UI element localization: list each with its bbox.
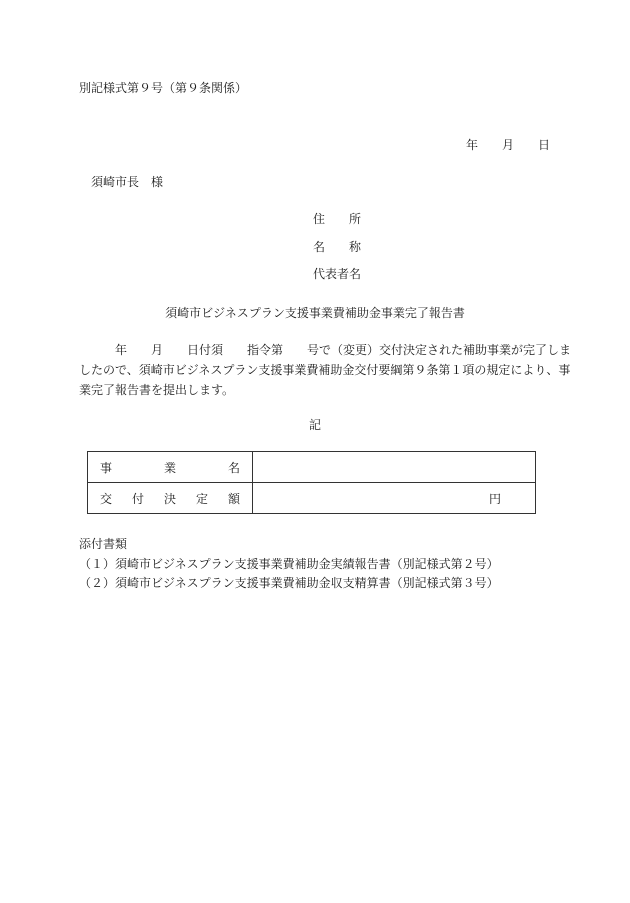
attachments-heading: 添付書類 bbox=[79, 537, 128, 551]
body-line: 年 月 日付須 指令第 号で（変更）交付決定された補助事業が完了しま bbox=[79, 343, 572, 357]
applicant-address-label: 住 所 bbox=[313, 212, 362, 226]
applicant-name-label: 名 称 bbox=[313, 240, 362, 254]
document-title: 須崎市ビジネスプラン支援事業費補助金事業完了報告書 bbox=[165, 306, 465, 320]
date-month-label: 月 bbox=[501, 138, 514, 152]
date-year-label: 年 bbox=[465, 138, 478, 152]
grant-amount-value: 円 bbox=[253, 483, 536, 514]
form-reference: 別記様式第９号（第９条関係） bbox=[79, 81, 248, 95]
summary-table bbox=[87, 451, 536, 514]
body-line: したので、須崎市ビジネスプラン支援事業費補助金交付要綱第９条第１項の規定により、事 bbox=[79, 363, 571, 377]
attachment-item: （２）須崎市ビジネスプラン支援事業費補助金収支精算書（別記様式第３号） bbox=[79, 576, 499, 590]
table-row bbox=[88, 452, 536, 483]
table-row bbox=[88, 483, 536, 514]
grant-amount-label: 交付決定額 bbox=[88, 483, 253, 514]
applicant-representative-label: 代表者名 bbox=[313, 267, 362, 281]
ki-heading: 記 bbox=[308, 418, 321, 432]
body-line: 業完了報告書を提出します。 bbox=[79, 383, 235, 397]
attachment-item: （１）須崎市ビジネスプラン支援事業費補助金実績報告書（別記様式第２号） bbox=[79, 557, 499, 571]
date-day-label: 日 bbox=[537, 138, 550, 152]
project-name-label: 事業名 bbox=[88, 452, 253, 483]
date-line bbox=[466, 137, 550, 153]
addressee: 須崎市長 様 bbox=[91, 175, 164, 189]
project-name-value bbox=[253, 452, 536, 483]
body-paragraph bbox=[79, 340, 572, 400]
